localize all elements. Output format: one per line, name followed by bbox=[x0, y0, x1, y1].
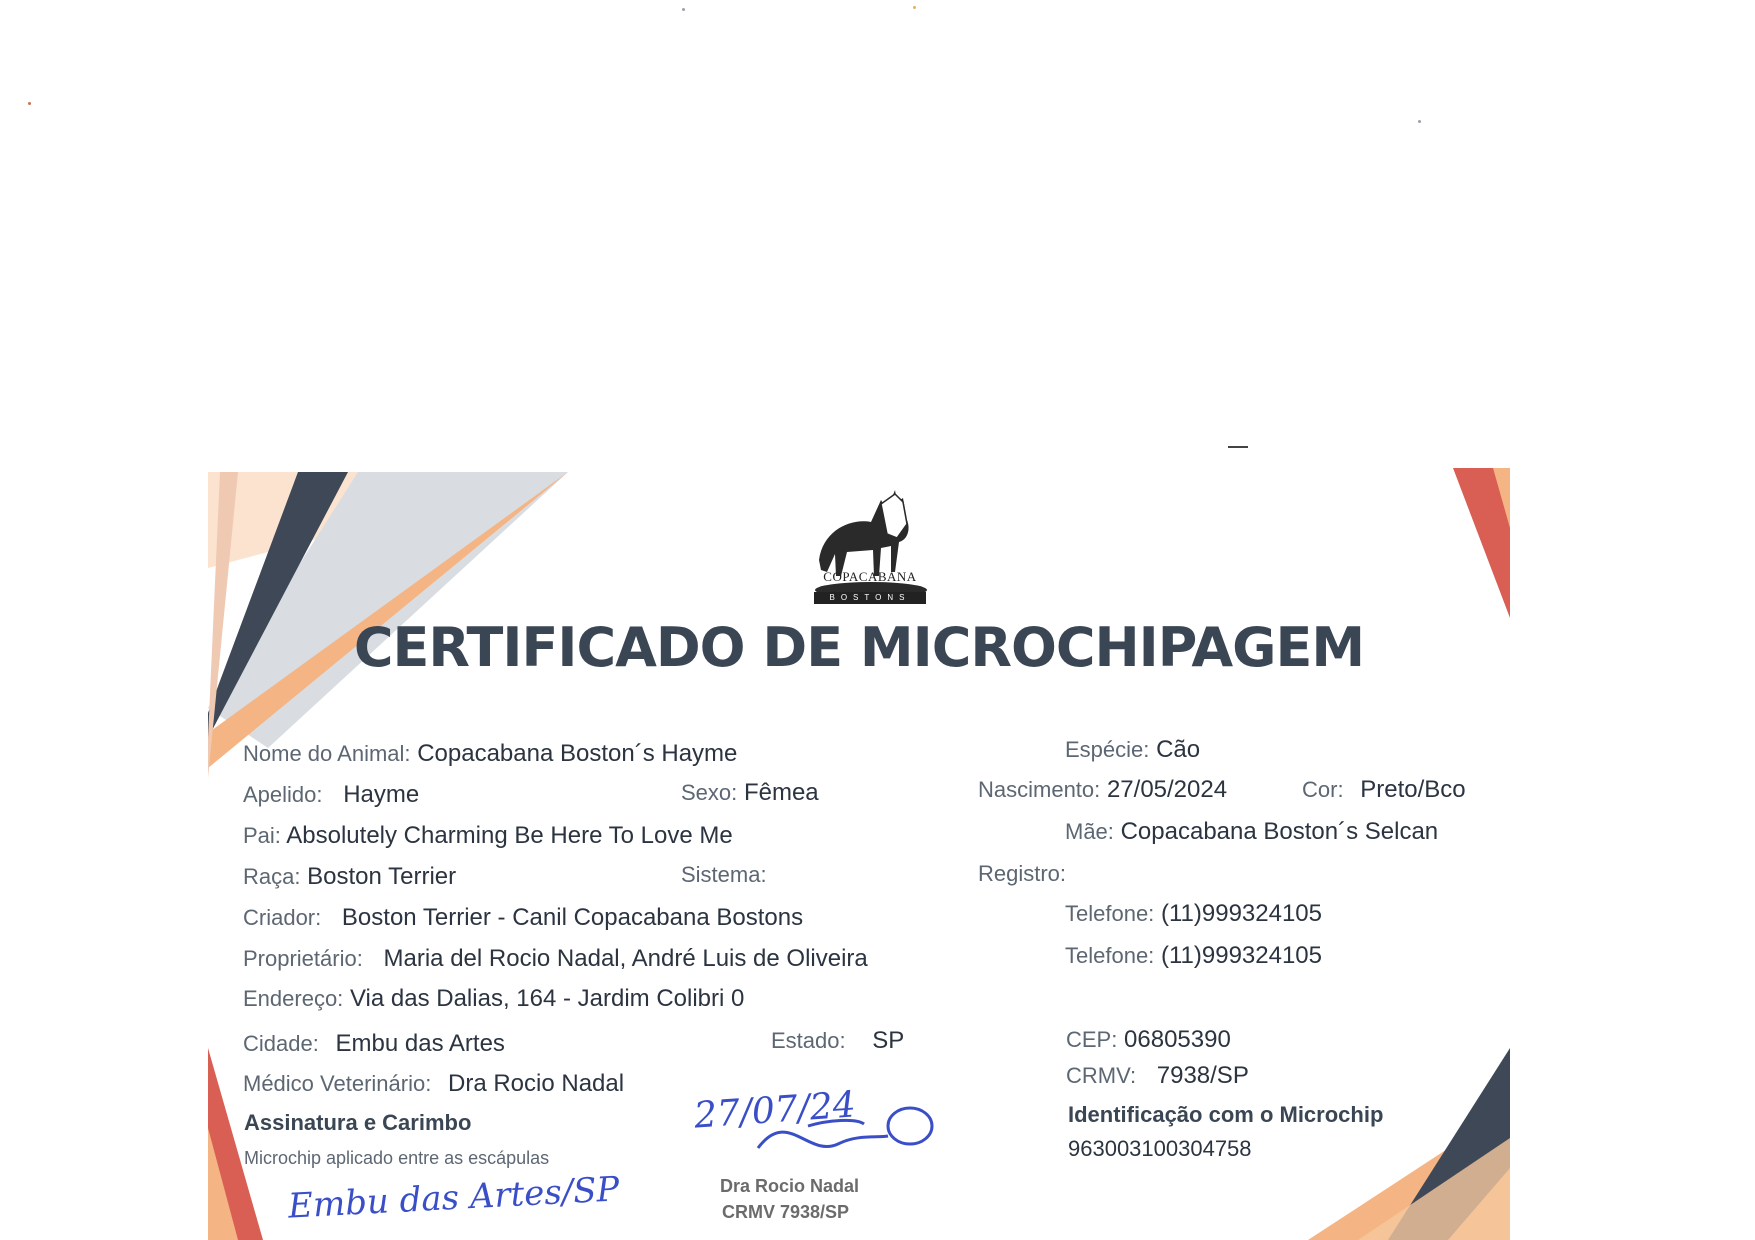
telefone2-label: Telefone: bbox=[1065, 943, 1155, 968]
scan-speck bbox=[682, 8, 685, 11]
telefone2-value: (11)999324105 bbox=[1160, 942, 1322, 969]
mae-label: Mãe: bbox=[1065, 819, 1114, 844]
crmv-field bbox=[1066, 1062, 1249, 1090]
certificate-title: CERTIFICADO DE MICROCHIPAGEM bbox=[353, 616, 1365, 679]
criador-label: Criador: bbox=[243, 905, 322, 930]
certificate-card bbox=[208, 448, 1510, 1240]
apelido-value: Hayme bbox=[343, 781, 420, 808]
sexo-value: Fêmea bbox=[743, 779, 819, 806]
telefone1-label: Telefone: bbox=[1065, 901, 1155, 926]
pai-field bbox=[243, 822, 733, 850]
proprietario-value: Maria del Rocio Nadal, André Luis de Oliveira bbox=[383, 945, 868, 972]
telefone1-value: (11)999324105 bbox=[1160, 900, 1322, 927]
raca-field bbox=[243, 863, 456, 891]
cor-field bbox=[1302, 776, 1466, 804]
scan-speck bbox=[1418, 120, 1421, 123]
pai-label: Pai: bbox=[243, 823, 281, 848]
telefone2-field bbox=[1065, 942, 1322, 970]
especie-field bbox=[1065, 736, 1200, 764]
estado-value: SP bbox=[872, 1027, 905, 1054]
proprietario-label: Proprietário: bbox=[243, 946, 363, 971]
pai-value: Absolutely Charming Be Here To Love Me bbox=[286, 822, 733, 849]
nascimento-field bbox=[978, 776, 1227, 804]
criador-field bbox=[243, 904, 803, 932]
cidade-label: Cidade: bbox=[243, 1031, 319, 1056]
sistema-label: Sistema: bbox=[681, 862, 767, 887]
estado-label: Estado: bbox=[771, 1028, 846, 1053]
logo-text: COPACABANA bbox=[823, 569, 917, 584]
identificacao-label: Identificação com o Microchip bbox=[1068, 1102, 1384, 1127]
raca-value: Boston Terrier bbox=[307, 863, 457, 890]
cidade-field bbox=[243, 1030, 505, 1058]
raca-label: Raça: bbox=[243, 864, 301, 889]
apelido-label: Apelido: bbox=[243, 782, 323, 807]
nascimento-label: Nascimento: bbox=[978, 777, 1101, 802]
nome-label: Nome do Animal: bbox=[243, 741, 411, 766]
stamp-line1: Dra Rocio Nadal bbox=[720, 1176, 860, 1196]
estado-field bbox=[771, 1027, 904, 1055]
endereco-field bbox=[243, 985, 744, 1013]
handwritten-date: 27/07/24 bbox=[692, 1084, 857, 1137]
especie-value: Cão bbox=[1156, 736, 1201, 763]
cep-field bbox=[1066, 1026, 1231, 1054]
logo-subtext: BOSTONS bbox=[814, 592, 926, 604]
stamp-line2: CRMV 7938/SP bbox=[722, 1202, 850, 1222]
microchip-note: Microchip aplicado entre as escápulas bbox=[244, 1148, 550, 1168]
nome-value: Copacabana Boston´s Hayme bbox=[417, 740, 738, 767]
endereco-value: Via das Dalias, 164 - Jardim Colibri 0 bbox=[349, 985, 745, 1012]
handwritten-place: Embu das Artes/SP bbox=[287, 1169, 621, 1227]
mae-value: Copacabana Boston´s Selcan bbox=[1120, 818, 1439, 845]
cor-label: Cor: bbox=[1302, 777, 1344, 802]
nome-field bbox=[243, 740, 737, 768]
cidade-value: Embu das Artes bbox=[335, 1030, 505, 1057]
nascimento-value: 27/05/2024 bbox=[1106, 776, 1228, 803]
sexo-field bbox=[681, 779, 819, 807]
assinatura-label: Assinatura e Carimbo bbox=[244, 1110, 472, 1135]
criador-value: Boston Terrier - Canil Copacabana Bostons bbox=[341, 904, 804, 931]
medico-field bbox=[243, 1070, 624, 1098]
apelido-field bbox=[243, 781, 419, 809]
medico-label: Médico Veterinário: bbox=[243, 1071, 432, 1096]
cep-value: 06805390 bbox=[1124, 1026, 1231, 1053]
microchip-number: 963003100304758 bbox=[1068, 1136, 1252, 1161]
cep-label: CEP: bbox=[1066, 1027, 1118, 1052]
cor-value: Preto/Bco bbox=[1360, 776, 1466, 803]
endereco-label: Endereço: bbox=[243, 986, 344, 1011]
sistema-field bbox=[681, 861, 767, 889]
sexo-label: Sexo: bbox=[681, 780, 738, 805]
crmv-label: CRMV: bbox=[1066, 1063, 1137, 1088]
mae-field bbox=[1065, 818, 1438, 846]
proprietario-field bbox=[243, 945, 868, 973]
crmv-value: 7938/SP bbox=[1156, 1062, 1249, 1089]
telefone1-field bbox=[1065, 900, 1322, 928]
especie-label: Espécie: bbox=[1065, 737, 1150, 762]
registro-label: Registro: bbox=[978, 861, 1067, 886]
registro-field bbox=[978, 860, 1066, 888]
scan-speck bbox=[913, 6, 916, 9]
scan-speck bbox=[28, 102, 31, 105]
medico-value: Dra Rocio Nadal bbox=[448, 1070, 625, 1097]
